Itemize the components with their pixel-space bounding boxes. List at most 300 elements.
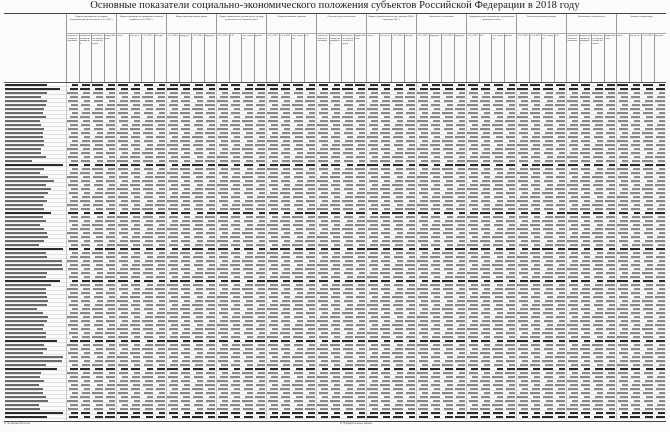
table-cell-value <box>159 392 165 393</box>
table-cell-value <box>417 400 427 401</box>
table-cell-value <box>420 180 427 181</box>
table-cell-value <box>105 360 115 361</box>
table-cell-value <box>657 124 665 125</box>
table-cell-value <box>171 296 177 297</box>
table-cell-value <box>219 172 228 173</box>
table-cell-value <box>97 272 103 273</box>
table-cell-value <box>280 192 290 193</box>
table-cell-value <box>309 168 315 169</box>
table-cell-value <box>519 356 528 357</box>
table-cell-value <box>322 228 328 229</box>
table-cell-value <box>405 348 415 349</box>
region-name <box>5 384 39 386</box>
table-cell-value <box>356 372 365 373</box>
table-cell-value <box>295 156 303 157</box>
table-cell-value <box>568 332 577 333</box>
table-cell-value <box>317 404 327 405</box>
table-cell-value <box>120 388 127 389</box>
table-cell-value <box>619 100 628 101</box>
table-cell-value <box>446 264 452 265</box>
table-cell-value <box>346 408 352 409</box>
table-cell-value <box>544 236 553 237</box>
table-cell-value <box>559 340 565 341</box>
table-cell-value <box>508 376 515 377</box>
table-cell-value <box>606 412 615 413</box>
table-cell-value <box>184 216 190 217</box>
table-cell-value <box>483 216 490 217</box>
table-cell-value <box>281 404 290 405</box>
table-cell-value <box>282 412 290 413</box>
table-cell-value <box>620 360 628 361</box>
table-cell-value <box>255 312 265 313</box>
table-cell-value <box>168 96 177 97</box>
table-cell-value <box>144 112 153 113</box>
table-cell-value <box>197 408 203 409</box>
table-cell-value <box>431 404 440 405</box>
table-cell-value <box>318 300 327 301</box>
table-cell-value <box>245 396 253 397</box>
table-cell-value <box>370 336 377 337</box>
table-cell-value <box>446 404 452 405</box>
table-cell-value <box>220 208 228 209</box>
table-cell-value <box>295 100 303 101</box>
table-cell-value <box>433 92 440 93</box>
column-divider <box>366 83 367 420</box>
table-cell-value <box>369 236 378 237</box>
header-cell-label: водоснабжение <box>605 35 616 40</box>
table-cell-value <box>358 200 365 201</box>
table-cell-value <box>168 152 177 153</box>
table-cell-value <box>144 252 153 253</box>
table-cell-value <box>256 272 265 273</box>
table-cell-value <box>521 296 527 297</box>
table-cell-value <box>81 236 90 237</box>
table-cell-value <box>645 108 652 109</box>
table-cell-value <box>209 348 215 349</box>
table-cell-value <box>531 156 540 157</box>
table-cell-value <box>133 244 140 245</box>
table-cell-value <box>117 188 127 189</box>
table-cell-value <box>220 152 228 153</box>
region-name <box>5 124 41 126</box>
table-cell-value <box>580 96 590 97</box>
table-cell-value <box>159 356 165 357</box>
table-cell-value <box>456 88 465 89</box>
table-cell-value <box>69 276 78 277</box>
table-cell-value <box>282 160 290 161</box>
table-cell-value <box>507 88 515 89</box>
table-cell-value <box>621 236 627 237</box>
table-cell-value <box>394 396 403 397</box>
table-cell-value <box>581 168 590 169</box>
table-cell-value <box>433 120 440 121</box>
table-cell-value <box>630 332 640 333</box>
table-cell-value <box>205 300 215 301</box>
table-cell-value <box>83 92 90 93</box>
table-cell-value <box>521 100 527 101</box>
table-cell-value <box>95 136 103 137</box>
table-cell-value <box>569 284 578 285</box>
table-cell-value <box>257 84 265 85</box>
table-cell-value <box>481 200 490 201</box>
table-cell-value <box>633 280 640 281</box>
table-cell-value <box>69 248 78 249</box>
table-cell-value <box>244 220 253 221</box>
table-cell-value <box>622 384 628 385</box>
table-cell-value <box>397 120 403 121</box>
table-cell-value <box>159 188 165 189</box>
table-cell-value <box>495 260 503 261</box>
table-cell-value <box>322 396 328 397</box>
table-cell-value <box>233 156 240 157</box>
table-cell-value <box>543 368 552 369</box>
table-cell-value <box>97 188 103 189</box>
table-cell-value <box>522 220 528 221</box>
table-cell-value <box>183 88 190 89</box>
table-cell-value <box>259 380 265 381</box>
table-cell-value <box>470 360 477 361</box>
table-cell-value <box>72 84 78 85</box>
table-cell-value <box>370 196 377 197</box>
header-cell <box>516 34 529 82</box>
table-cell-value <box>646 200 652 201</box>
table-cell-value <box>631 88 640 89</box>
table-cell-value <box>68 380 77 381</box>
table-cell-value <box>408 128 415 129</box>
table-cell-value <box>606 188 615 189</box>
table-cell-value <box>81 160 90 161</box>
table-cell-value <box>567 352 577 353</box>
table-cell-value <box>584 312 590 313</box>
table-cell-value <box>467 132 477 133</box>
table-cell-value <box>83 288 90 289</box>
table-cell-value <box>396 308 402 309</box>
table-cell-value <box>606 124 615 125</box>
header-cell <box>329 34 342 82</box>
table-cell-value <box>559 152 565 153</box>
table-cell-value <box>256 188 265 189</box>
table-cell-value <box>355 168 365 169</box>
table-cell-value <box>220 404 228 405</box>
table-cell-value <box>83 372 90 373</box>
table-cell-value <box>433 232 440 233</box>
table-cell-value <box>467 104 477 105</box>
table-cell-value <box>231 196 240 197</box>
table-cell-value <box>205 104 215 105</box>
table-cell-value <box>592 288 602 289</box>
table-cell-value <box>622 356 628 357</box>
table-cell-value <box>71 160 77 161</box>
table-cell-value <box>180 84 190 85</box>
table-cell-value <box>143 104 152 105</box>
table-cell-value <box>334 364 340 365</box>
table-cell-value <box>171 156 177 157</box>
table-cell-value <box>330 204 340 205</box>
table-cell-value <box>584 276 590 277</box>
table-cell-value <box>144 280 153 281</box>
table-cell-value <box>344 188 353 189</box>
table-cell-value <box>334 328 340 329</box>
table-cell-value <box>81 328 90 329</box>
table-cell-value <box>559 96 565 97</box>
table-cell-value <box>134 392 140 393</box>
table-cell-value <box>209 312 215 313</box>
table-cell-value <box>544 96 553 97</box>
table-cell-value <box>482 348 490 349</box>
table-cell-value <box>321 192 327 193</box>
table-cell-value <box>608 344 615 345</box>
table-cell-value <box>206 224 215 225</box>
table-cell-value <box>634 344 640 345</box>
table-cell-value <box>105 192 115 193</box>
table-cell-value <box>644 372 653 373</box>
table-cell-value <box>180 364 190 365</box>
table-cell-value <box>570 300 577 301</box>
table-cell-value <box>518 404 527 405</box>
table-cell-value <box>84 136 90 137</box>
table-cell-value <box>458 224 465 225</box>
table-cell-value <box>493 384 502 385</box>
region-name <box>5 352 43 354</box>
table-cell-value <box>520 204 527 205</box>
table-cell-value <box>506 268 515 269</box>
table-cell-value <box>334 224 340 225</box>
table-cell-value <box>195 300 203 301</box>
table-cell-value <box>380 328 390 329</box>
table-cell-value <box>369 264 378 265</box>
table-cell-value <box>208 360 215 361</box>
table-cell-value <box>120 136 127 137</box>
table-cell-value <box>318 160 327 161</box>
table-cell-value <box>271 292 277 293</box>
table-cell-value <box>330 176 340 177</box>
table-cell-value <box>642 272 652 273</box>
table-cell-value <box>307 152 315 153</box>
table-cell-value <box>170 288 177 289</box>
header-cell-label: обеспечение электрической энергией <box>342 35 353 45</box>
table-cell-value <box>393 360 402 361</box>
header-cell-label: водоснабжение <box>355 35 366 40</box>
table-cell-value <box>84 268 90 269</box>
table-cell-value <box>455 304 465 305</box>
table-cell-value <box>234 256 240 257</box>
table-cell-value <box>209 172 215 173</box>
table-cell-value <box>131 88 140 89</box>
table-cell-value <box>268 176 277 177</box>
table-cell-value <box>518 376 527 377</box>
table-cell-value <box>521 240 527 241</box>
table-cell-value <box>531 92 540 93</box>
table-cell-value <box>356 380 365 381</box>
table-cell-value <box>296 144 302 145</box>
table-cell-value <box>368 88 377 89</box>
table-cell-value <box>343 152 352 153</box>
table-cell-value <box>519 244 528 245</box>
table-cell-value <box>633 252 640 253</box>
table-cell-value <box>522 332 528 333</box>
table-cell-value <box>70 116 78 117</box>
table-cell-value <box>447 104 453 105</box>
table-cell-value <box>219 396 228 397</box>
table-cell-value <box>531 260 540 261</box>
table-cell-value <box>109 240 115 241</box>
table-cell-value <box>457 160 465 161</box>
table-cell-value <box>619 324 628 325</box>
table-cell-value <box>481 360 490 361</box>
table-cell-value <box>217 100 227 101</box>
table-cell-value <box>145 288 153 289</box>
table-cell-value <box>320 148 328 149</box>
table-cell-value <box>168 404 177 405</box>
table-cell-value <box>196 232 202 233</box>
table-cell-value <box>256 404 265 405</box>
table-cell-value <box>181 148 190 149</box>
table-cell-value <box>94 268 103 269</box>
table-cell-value <box>584 88 590 89</box>
table-cell-value <box>256 180 265 181</box>
table-cell-value <box>268 232 277 233</box>
table-cell-value <box>359 300 365 301</box>
table-cell-value <box>558 220 565 221</box>
region-name <box>5 196 44 198</box>
table-cell-value <box>484 392 490 393</box>
table-cell-value <box>521 324 527 325</box>
table-cell-value <box>156 352 165 353</box>
table-cell-value <box>647 124 653 125</box>
table-cell-value <box>132 208 140 209</box>
table-cell-value <box>418 128 427 129</box>
table-cell-value <box>407 316 415 317</box>
table-cell-value <box>243 184 252 185</box>
table-cell-value <box>618 344 627 345</box>
table-cell-value <box>469 372 478 373</box>
table-cell-value <box>206 232 215 233</box>
table-cell-value <box>447 384 453 385</box>
table-cell-value <box>333 152 340 153</box>
table-cell-value <box>71 356 77 357</box>
table-cell-value <box>255 88 265 89</box>
table-cell-value <box>469 260 478 261</box>
table-cell-value <box>634 260 640 261</box>
table-cell-value <box>256 376 265 377</box>
table-cell-value <box>530 224 540 225</box>
table-cell-value <box>384 228 390 229</box>
table-cell-value <box>181 156 190 157</box>
table-cell-value <box>145 296 152 297</box>
table-cell-value <box>630 108 640 109</box>
table-cell-value <box>469 92 478 93</box>
table-cell-value <box>570 160 577 161</box>
table-cell-value <box>482 124 490 125</box>
table-cell-value <box>420 348 427 349</box>
table-cell-value <box>169 160 178 161</box>
table-cell-value <box>408 324 415 325</box>
table-cell-value <box>306 256 315 257</box>
region-name <box>5 216 43 218</box>
table-cell-value <box>170 84 178 85</box>
table-header <box>4 14 666 83</box>
table-cell-value <box>244 136 253 137</box>
table-cell-value <box>409 284 415 285</box>
table-cell-value <box>507 312 515 313</box>
table-cell-value <box>434 220 440 221</box>
table-cell-value <box>271 152 277 153</box>
table-cell-value <box>130 268 140 269</box>
table-cell-value <box>642 328 652 329</box>
table-cell-value <box>217 156 227 157</box>
table-cell-value <box>184 300 190 301</box>
table-cell-value <box>568 164 577 165</box>
table-cell-value <box>494 112 503 113</box>
table-cell-value <box>405 236 415 237</box>
table-cell-value <box>308 104 315 105</box>
table-cell-value <box>456 236 465 237</box>
table-cell-value <box>406 112 415 113</box>
table-cell-value <box>520 252 528 253</box>
table-cell-value <box>422 112 428 113</box>
table-cell-value <box>108 392 115 393</box>
table-cell-value <box>392 352 402 353</box>
table-cell-value <box>318 356 327 357</box>
table-cell-value <box>258 260 265 261</box>
table-cell-value <box>642 132 652 133</box>
table-cell-value <box>555 244 565 245</box>
table-cell-value <box>133 328 140 329</box>
table-cell-value <box>581 104 590 105</box>
table-cell-value <box>382 184 390 185</box>
table-cell-value <box>647 180 653 181</box>
table-cell-value <box>134 224 140 225</box>
table-cell-value <box>69 108 78 109</box>
table-cell-value <box>572 372 578 373</box>
table-cell-value <box>181 296 190 297</box>
table-cell-value <box>656 312 665 313</box>
table-cell-value <box>647 236 653 237</box>
table-cell-value <box>530 364 540 365</box>
table-cell-value <box>217 240 227 241</box>
table-cell-value <box>242 372 252 373</box>
table-cell-value <box>607 224 615 225</box>
table-cell-value <box>119 148 128 149</box>
table-cell-value <box>532 388 540 389</box>
table-cell-value <box>245 172 253 173</box>
table-cell-value <box>456 116 465 117</box>
table-cell-value <box>320 288 328 289</box>
table-cell-value <box>293 308 302 309</box>
table-cell-value <box>421 356 427 357</box>
table-cell-value <box>206 316 215 317</box>
table-cell-value <box>84 220 90 221</box>
table-cell-value <box>243 268 252 269</box>
table-cell-value <box>545 160 553 161</box>
table-cell-value <box>130 380 140 381</box>
table-cell-value <box>320 380 327 381</box>
table-cell-value <box>243 296 252 297</box>
table-cell-value <box>246 328 252 329</box>
table-cell-value <box>109 408 115 409</box>
table-cell-value <box>432 112 440 113</box>
table-cell-value <box>545 252 552 253</box>
table-cell-value <box>283 252 290 253</box>
table-cell-value <box>630 248 640 249</box>
header-cell-label: млрд руб. <box>180 35 190 37</box>
table-cell-value <box>245 180 252 181</box>
table-cell-value <box>243 156 252 157</box>
table-cell-value <box>356 128 365 129</box>
table-cell-value <box>119 316 128 317</box>
table-cell-value <box>356 400 365 401</box>
table-cell-value <box>471 396 477 397</box>
